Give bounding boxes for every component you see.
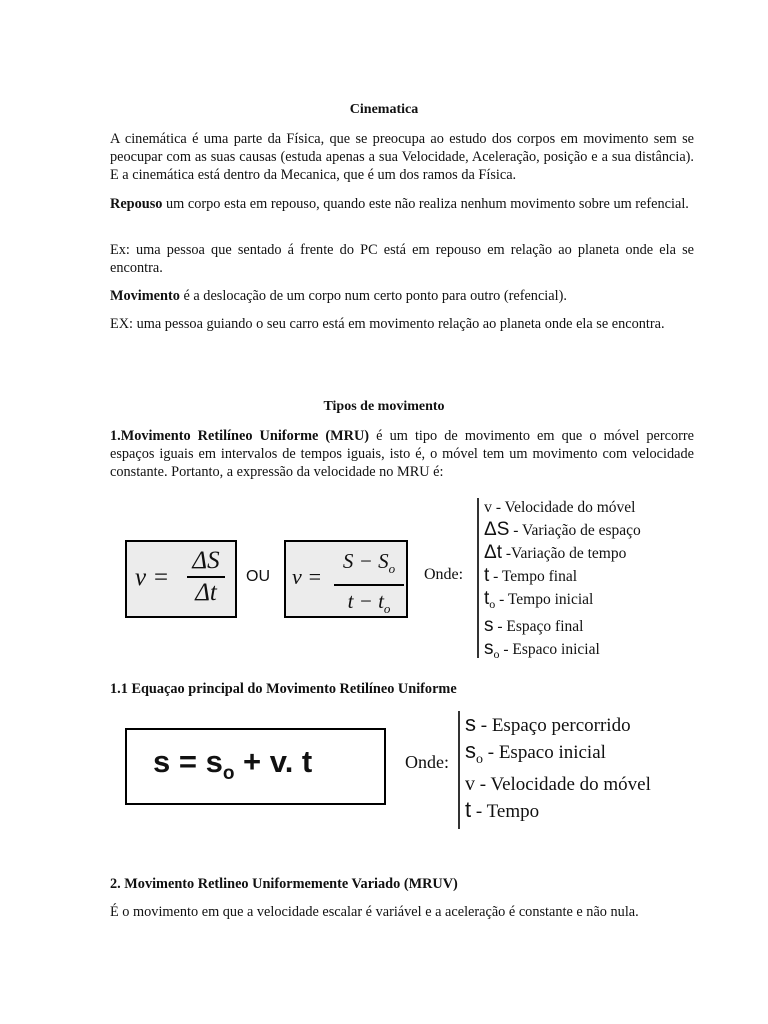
- section-heading-mruv: 2. Movimento Retlineo Uniformemente Variado (MRUV): [110, 876, 458, 892]
- formula-expanded-lhs: v =: [292, 564, 323, 589]
- legend-list-2: [465, 711, 651, 824]
- legend-item: $s_o$ - Espaco inicial: [465, 738, 606, 767]
- formula-velocity-lhs: v =: [135, 564, 170, 591]
- formula-expanded-numerator-wrap: [343, 546, 395, 584]
- legend-item: v - Velocidade do móvel: [465, 772, 651, 795]
- legend-item: v - Velocidade do móvel: [484, 499, 636, 516]
- legend-item: $t_o$ - Tempo inicial: [484, 588, 594, 612]
- formula-velocity-expanded-box: [284, 540, 408, 618]
- legend-item: s - Espaço percorrido: [465, 711, 631, 736]
- formula-expanded-denominator-sub: o: [383, 601, 391, 617]
- legend-item: t - Tempo final: [484, 565, 578, 586]
- repouso-definition: um corpo esta em repouso, quando este não realiza nenhum movimento sobre um refencial.: [162, 196, 689, 212]
- movimento-example: EX: uma pessoa guiando o seu carro está em movimento relação ao planeta onde ela se encontra.: [110, 316, 665, 332]
- formula-velocity-box: [125, 540, 237, 618]
- formula-expanded-numerator-sub: o: [388, 561, 396, 577]
- movimento-definition: é a deslocação de um corpo num certo ponto para outro (refencial).: [179, 288, 567, 304]
- mru-paragraph: [110, 427, 694, 481]
- page-title: Cinematica: [349, 102, 419, 117]
- mru-term: 1.Movimento Retilíneo Uniforme (MRU): [110, 428, 370, 444]
- repouso-paragraph: [110, 195, 694, 213]
- movimento-paragraph: [110, 287, 694, 305]
- formula-velocity-fraction: [187, 546, 225, 608]
- legend-item: Δt -Variação de tempo: [484, 542, 627, 563]
- formula-velocity-denominator: Δt: [195, 579, 217, 606]
- formula-expanded-fraction: [334, 546, 404, 624]
- legend-divider-1: [477, 498, 479, 658]
- legend-divider-2: [458, 711, 460, 829]
- formula-or-label: OU: [246, 568, 270, 585]
- formula-position-box: [125, 728, 386, 805]
- repouso-example: Ex: uma pessoa que sentado á frente do PC está em repouso em relação ao planeta onde ela se encontra.: [110, 242, 694, 276]
- legend-item: s - Espaço final: [484, 615, 584, 637]
- legend-item: t - Tempo: [465, 796, 540, 822]
- formula-velocity-numerator: ΔS: [192, 547, 220, 574]
- section-title-tipos: Tipos de movimento: [323, 399, 445, 414]
- onde-label-2: Onde:: [405, 752, 449, 772]
- legend-item: ΔS - Variação de espaço: [484, 519, 641, 540]
- intro-paragraph: A cinemática é uma parte da Física, que se preocupa ao estudo dos corpos em movimento sem se peocupar com as suas causas (estuda apenas a sua Velocidade, Aceleração, posição e a sua distância). E a cinemática está dentro da Mecanica, que é um dos ramos da Física.: [110, 131, 694, 183]
- formula-position-expression: $s = s_o + v$. t: [153, 744, 313, 785]
- section-heading-1-1: 1.1 Equaçao principal do Movimento Retilíneo Uniforme: [110, 681, 457, 697]
- mru-definition: é um tipo de movimento em que o móvel percorre espaços iguais em intervalos de tempos iguais, isto é, o móvel tem um movimento com velocidade constante. Portanto, a expressão da velocidade no MRU é:: [110, 428, 695, 480]
- legend-item: $s_o$ - Espaco inicial: [484, 638, 600, 662]
- formula-expanded-numerator: S − S: [342, 549, 389, 573]
- onde-label-1: Onde:: [424, 566, 464, 583]
- mruv-paragraph: É o movimento em que a velocidade escalar é variável e a aceleração é constante e não nula.: [110, 904, 639, 920]
- repouso-term: Repouso: [110, 196, 163, 212]
- formula-expanded-denominator-wrap: [348, 586, 391, 624]
- formula-expanded-denominator: t − t: [347, 589, 384, 614]
- movimento-term: Movimento: [110, 288, 180, 304]
- legend-list-1: [484, 497, 641, 665]
